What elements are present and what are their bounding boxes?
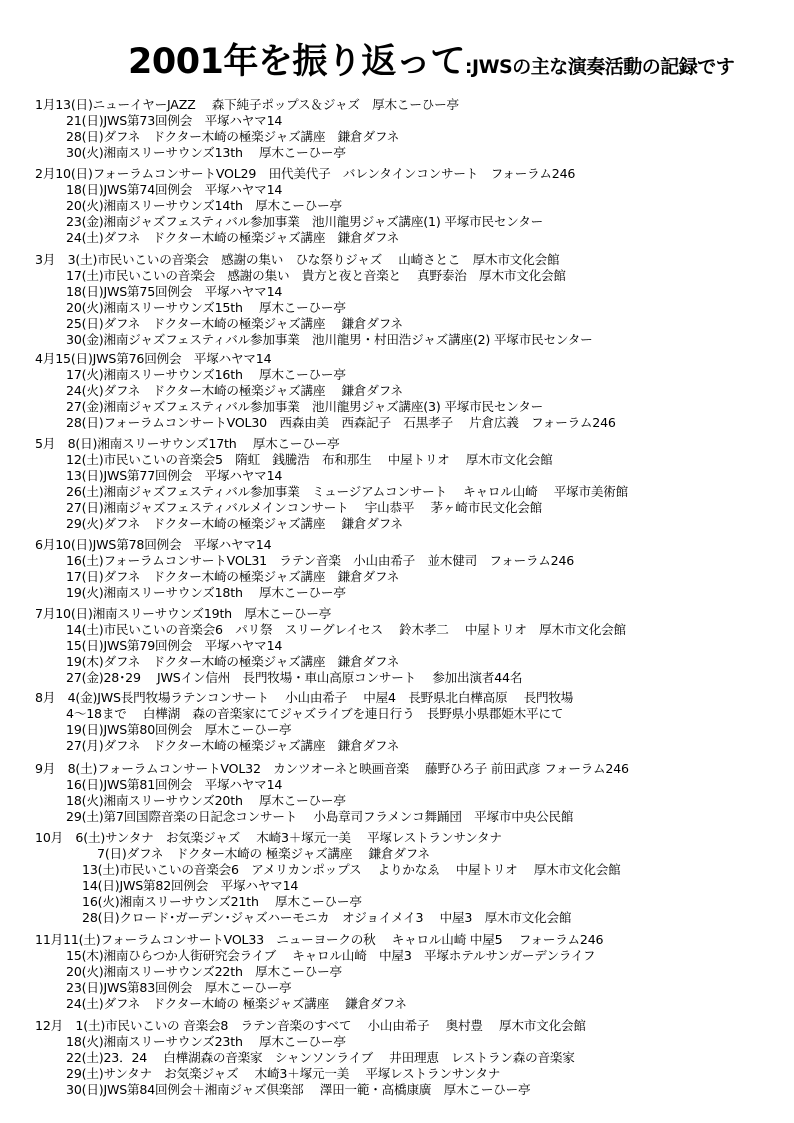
event-entry: 24(火)ダフネ ドクター木崎の極楽ジャズ講座 鎌倉ダフネ <box>66 382 403 398</box>
event-entry: 19(日)JWS第80回例会 厚木こーひー亭 <box>66 721 292 737</box>
event-entry: 21(日)JWS第73回例会 平塚ハヤマ14 <box>66 112 283 128</box>
month-heading-entry: 12月 1(土)市民いこいの 音楽会8 ラテン音楽のすべて 小山由希子 奥村豊 厚木市文化会館 <box>35 1018 586 1033</box>
month-heading-entry: 9月 8(土)フォーラムコンサートVOL32 カンツオーネと映画音楽 藤野ひろ子 前田武彦 フォーラム246 <box>35 761 629 776</box>
event-entry: 16(火)湘南スリーサウンズ21th 厚木こーひー亭 <box>82 893 362 909</box>
event-entry: 27(日)湘南ジャズフェスティバルメインコンサート 宇山恭平 茅ヶ崎市民文化会館 <box>66 499 543 515</box>
month-heading-entry: 11月11(土)フォーラムコンサートVOL33 ニューヨークの秋 キャロル山崎 中屋5 フォーラム246 <box>35 932 604 947</box>
event-entry: 28(日)フォーラムコンサートVOL30 西森由美 西森記子 石黒孝子 片倉広義 フォーラム246 <box>66 414 616 430</box>
event-entry: 17(土)市民いこいの音楽会 感謝の集い 貴方と夜と音楽と 真野泰治 厚木市文化会館 <box>66 267 566 283</box>
event-entry: 28(日)ダフネ ドクター木崎の極楽ジャズ講座 鎌倉ダフネ <box>66 128 400 144</box>
event-entry: 30(火)湘南スリーサウンズ13th 厚木こーひー亭 <box>66 144 346 160</box>
event-entry: 29(土)第7回国際音楽の日記念コンサート 小島章司フラメンコ舞踊団 平塚市中央公民館 <box>66 808 574 824</box>
event-entry: 23(日)JWS第83回例会 厚木こーひー亭 <box>66 979 292 995</box>
event-entry: 17(火)湘南スリーサウンズ16th 厚木こーひー亭 <box>66 366 346 382</box>
page-title <box>128 38 735 92</box>
month-heading-entry: 1月13(日)ニューイヤーJAZZ 森下純子ポップス＆ジャズ 厚木こーひー亭 <box>35 97 459 112</box>
event-entry: 13(土)市民いこいの音楽会6 アメリカンポップス よりかなゑ 中屋トリオ 厚木市文化会館 <box>82 861 621 877</box>
event-entry: 14(土)市民いこいの音楽会6 パリ祭 スリーグレイセス 鈴木孝二 中屋トリオ 厚木市文化会館 <box>66 621 626 637</box>
event-entry: 23(金)湘南ジャズフェスティバル参加事業 池川龍男ジャズ講座(1) 平塚市民センター <box>66 213 543 229</box>
month-heading-entry: 10月 6(土)サンタナ お気楽ジャズ 木崎3＋塚元一美 平塚レストランサンタナ <box>35 830 502 845</box>
month-heading-entry: 4月15(日)JWS第76回例会 平塚ハヤマ14 <box>35 351 272 366</box>
event-entry: 14(日)JWS第82回例会 平塚ハヤマ14 <box>82 877 299 893</box>
month-heading-entry: 3月 3(土)市民いこいの音楽会 感謝の集い ひな祭りジャズ 山崎さとこ 厚木市文化会館 <box>35 252 560 267</box>
event-entry: 16(日)JWS第81回例会 平塚ハヤマ14 <box>66 776 283 792</box>
month-heading-entry: 5月 8(日)湘南スリーサウンズ17th 厚木こーひー亭 <box>35 436 340 451</box>
event-entry: 30(金)湘南ジャズフェスティバル参加事業 池川龍男・村田浩ジャズ講座(2) 平塚市民センター <box>66 331 593 347</box>
event-entry: 28(日)クロード･ガーデン･ジャズハーモニカ オジョイメイ3 中屋3 厚木市文化会館 <box>82 909 572 925</box>
event-entry: 13(日)JWS第77回例会 平塚ハヤマ14 <box>66 467 283 483</box>
event-entry: 19(木)ダフネ ドクター木崎の極楽ジャズ講座 鎌倉ダフネ <box>66 653 400 669</box>
event-entry: 29(火)ダフネ ドクター木崎の極楽ジャズ講座 鎌倉ダフネ <box>66 515 403 531</box>
event-entry: 20(火)湘南スリーサウンズ14th 厚木こーひー亭 <box>66 197 342 213</box>
event-entry: 18(日)JWS第75回例会 平塚ハヤマ14 <box>66 283 283 299</box>
month-heading-entry: 7月10(日)湘南スリーサウンズ19th 厚木こーひー亭 <box>35 606 332 621</box>
month-heading-entry: 2月10(日)フォーラムコンサートVOL29 田代美代子 バレンタインコンサート フォーラム246 <box>35 166 576 181</box>
title-main: 2001年を振り返って <box>128 42 465 82</box>
event-entry: 12(土)市民いこいの音楽会5 隋虹 銭騰浩 布和那生 中屋トリオ 厚木市文化会館 <box>66 451 553 467</box>
event-entry: 27(金)湘南ジャズフェスティバル参加事業 池川龍男ジャズ講座(3) 平塚市民センター <box>66 398 543 414</box>
event-entry: 18(火)湘南スリーサウンズ20th 厚木こーひー亭 <box>66 792 346 808</box>
event-entry: 18(火)湘南スリーサウンズ23th 厚木こーひー亭 <box>66 1033 346 1049</box>
event-entry: 26(土)湘南ジャズフェスティバル参加事業 ミュージアムコンサート キャロル山崎 平塚市美術館 <box>66 483 629 499</box>
event-entry: 24(土)ダフネ ドクター木崎の 極楽ジャズ講座 鎌倉ダフネ <box>66 995 407 1011</box>
event-entry: 17(日)ダフネ ドクター木崎の極楽ジャズ講座 鎌倉ダフネ <box>66 568 400 584</box>
event-entry: 18(日)JWS第74回例会 平塚ハヤマ14 <box>66 181 283 197</box>
event-entry: 19(火)湘南スリーサウンズ18th 厚木こーひー亭 <box>66 584 346 600</box>
event-entry: 30(日)JWS第84回例会＋湘南ジャズ倶楽部 澤田一範・高橋康廣 厚木こーひー亭 <box>66 1081 531 1097</box>
title-subtitle: :JWSの主な演奏活動の記録です <box>464 56 735 78</box>
event-entry: 27(金)28･29 JWSイン信州 長門牧場・車山高原コンサート 参加出演者44名 <box>66 669 523 685</box>
event-entry: 7(日)ダフネ ドクター木崎の 極楽ジャズ講座 鎌倉ダフネ <box>97 845 430 861</box>
month-heading-entry: 8月 4(金)JWS長門牧場ラテンコンサート 小山由希子 中屋4 長野県北白樺高原 長門牧場 <box>35 690 574 705</box>
event-entry: 20(火)湘南スリーサウンズ22th 厚木こーひー亭 <box>66 963 342 979</box>
month-heading-entry: 6月10(日)JWS第78回例会 平塚ハヤマ14 <box>35 537 272 552</box>
event-entry: 20(火)湘南スリーサウンズ15th 厚木こーひー亭 <box>66 299 346 315</box>
event-entry: 25(日)ダフネ ドクター木崎の極楽ジャズ講座 鎌倉ダフネ <box>66 315 403 331</box>
event-entry: 29(土)サンタナ お気楽ジャズ 木崎3＋塚元一美 平塚レストランサンタナ <box>66 1065 501 1081</box>
event-entry: 16(土)フォーラムコンサートVOL31 ラテン音楽 小山由希子 並木健司 フォーラム246 <box>66 552 575 568</box>
event-entry: 15(木)湘南ひらつか人街研究会ライブ キャロル山崎 中屋3 平塚ホテルサンガーデンライフ <box>66 947 596 963</box>
event-entry: 15(日)JWS第79回例会 平塚ハヤマ14 <box>66 637 283 653</box>
event-entry: 4～18まで 白樺湖 森の音楽家にてジャズライブを連日行う 長野県小県郡姫木平にて <box>66 705 564 721</box>
event-entry: 27(月)ダフネ ドクター木崎の極楽ジャズ講座 鎌倉ダフネ <box>66 737 400 753</box>
event-entry: 24(土)ダフネ ドクター木崎の極楽ジャズ講座 鎌倉ダフネ <box>66 229 400 245</box>
event-entry: 22(土)23．24 白樺湖森の音楽家 シャンソンライブ 井田理恵 レストラン森の音楽家 <box>66 1049 575 1065</box>
